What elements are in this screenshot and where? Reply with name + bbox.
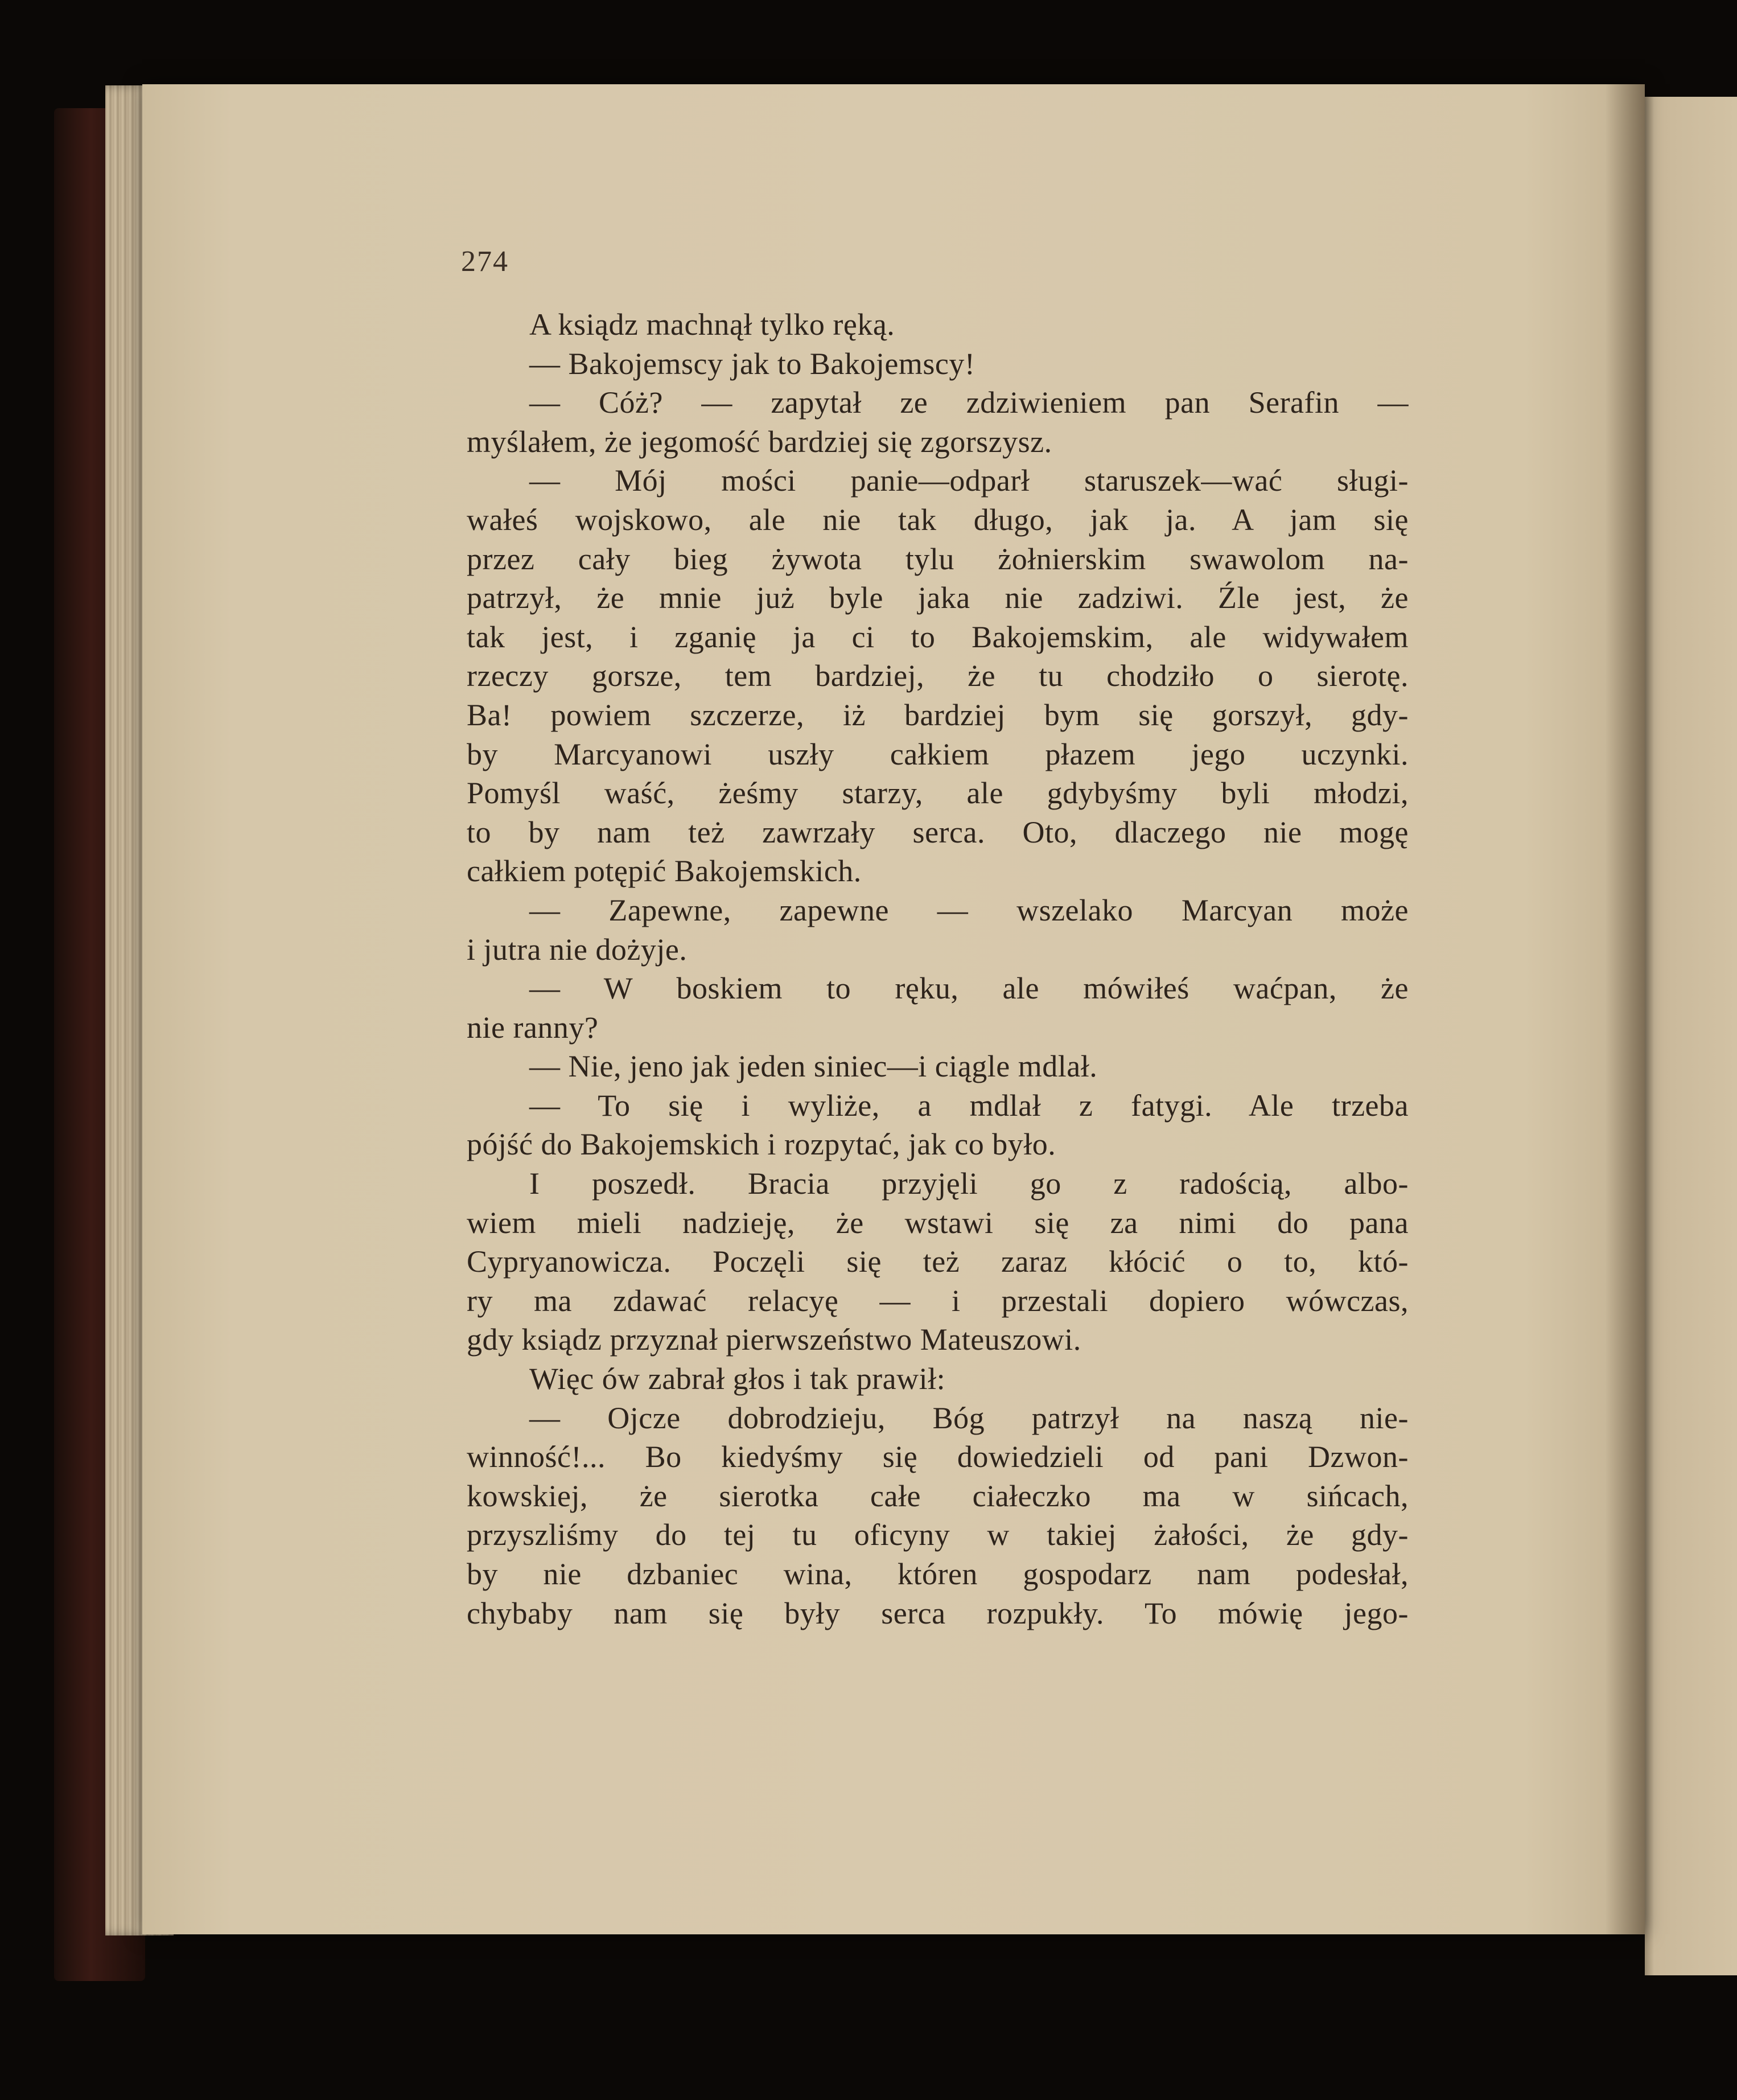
gutter-shadow [1605,84,1645,1934]
facing-page-edge [1645,97,1737,1975]
text-line: A ksiądz machnął tylko ręką. [529,307,895,342]
text-line: Więc ów zabrał głos i tak prawił: [529,1362,946,1396]
text-line: — Cóż? — zapytał ze zdziwieniem pan Serafin — [529,385,1409,420]
text-line: nie ranny? [467,1010,599,1045]
text-line: i jutra nie dożyje. [467,932,688,967]
text-line: — Zapewne, zapewne — wszelako Marcyan może [529,893,1409,927]
text-line: gdy ksiądz przyznał pierwszeństwo Mateuszowi. [467,1322,1081,1357]
text-line: — Mój mości panie—odparł staruszek—wać sługi- [529,463,1409,498]
text-line: — W boskiem to ręku, ale mówiłeś waćpan, że [529,971,1409,1006]
text-line: — To się i wyliże, a mdlał z fatygi. Ale trzeba [529,1088,1409,1123]
text-line: to by nam też zawrzały serca. Oto, dlaczego nie mogę [467,815,1409,849]
text-line: — Nie, jeno jak jeden siniec—i ciągle mdlał. [529,1049,1098,1084]
text-line: przyszliśmy do tej tu oficyny w takiej żałości, że gdy- [467,1518,1409,1552]
text-line: całkiem potępić Bakojemskich. [467,854,862,889]
body-text [467,305,1409,1633]
text-line: myślałem, że jegomość bardziej się zgorszysz. [467,424,1052,459]
text-line: przez cały bieg żywota tylu żołnierskim swawolom na- [467,541,1409,576]
text-line: — Ojcze dobrodzieju, Bóg patrzył na naszą nie- [529,1400,1409,1435]
text-line: tak jest, i zganię ja ci to Bakojemskim, ale widywałem [467,619,1409,654]
page-number: 274 [461,245,509,278]
text-line: Ba! powiem szczerze, iż bardziej bym się gorszył, gdy- [467,697,1409,732]
text-line: patrzył, że mnie już byle jaka nie zadziwi. Źle jest, że [467,581,1409,615]
text-line: wiem mieli nadzieję, że wstawi się za nimi do pana [467,1205,1409,1240]
text-line: chybaby nam się były serca rozpukły. To mówię jego- [467,1596,1409,1630]
text-line: wałeś wojskowo, ale nie tak długo, jak ja. A jam się [467,502,1409,537]
text-line: Pomyśl waść, żeśmy starzy, ale gdybyśmy byli młodzi, [467,776,1409,811]
text-line: pójść do Bakojemskich i rozpytać, jak co było. [467,1127,1056,1162]
text-line: I poszedł. Bracia przyjęli go z radością, albo- [529,1166,1409,1201]
text-line: kowskiej, że sierotka całe ciałeczko ma w sińcach, [467,1478,1409,1513]
text-line: winność!... Bo kiedyśmy się dowiedzieli od pani Dzwon- [467,1440,1409,1474]
text-line: rzeczy gorsze, tem bardziej, że tu chodziło o sierotę. [467,659,1409,693]
text-line: by Marcyanowi uszły całkiem płazem jego uczynki. [467,737,1409,771]
text-line: Cypryanowicza. Poczęli się też zaraz kłócić o to, któ- [467,1244,1409,1279]
text-line: — Bakojemscy jak to Bakojemscy! [529,346,975,381]
text-line: by nie dzbaniec wina, któren gospodarz nam podesłał, [467,1557,1409,1591]
text-line: ry ma zdawać relacyę — i przestali dopiero wówczas, [467,1283,1409,1318]
